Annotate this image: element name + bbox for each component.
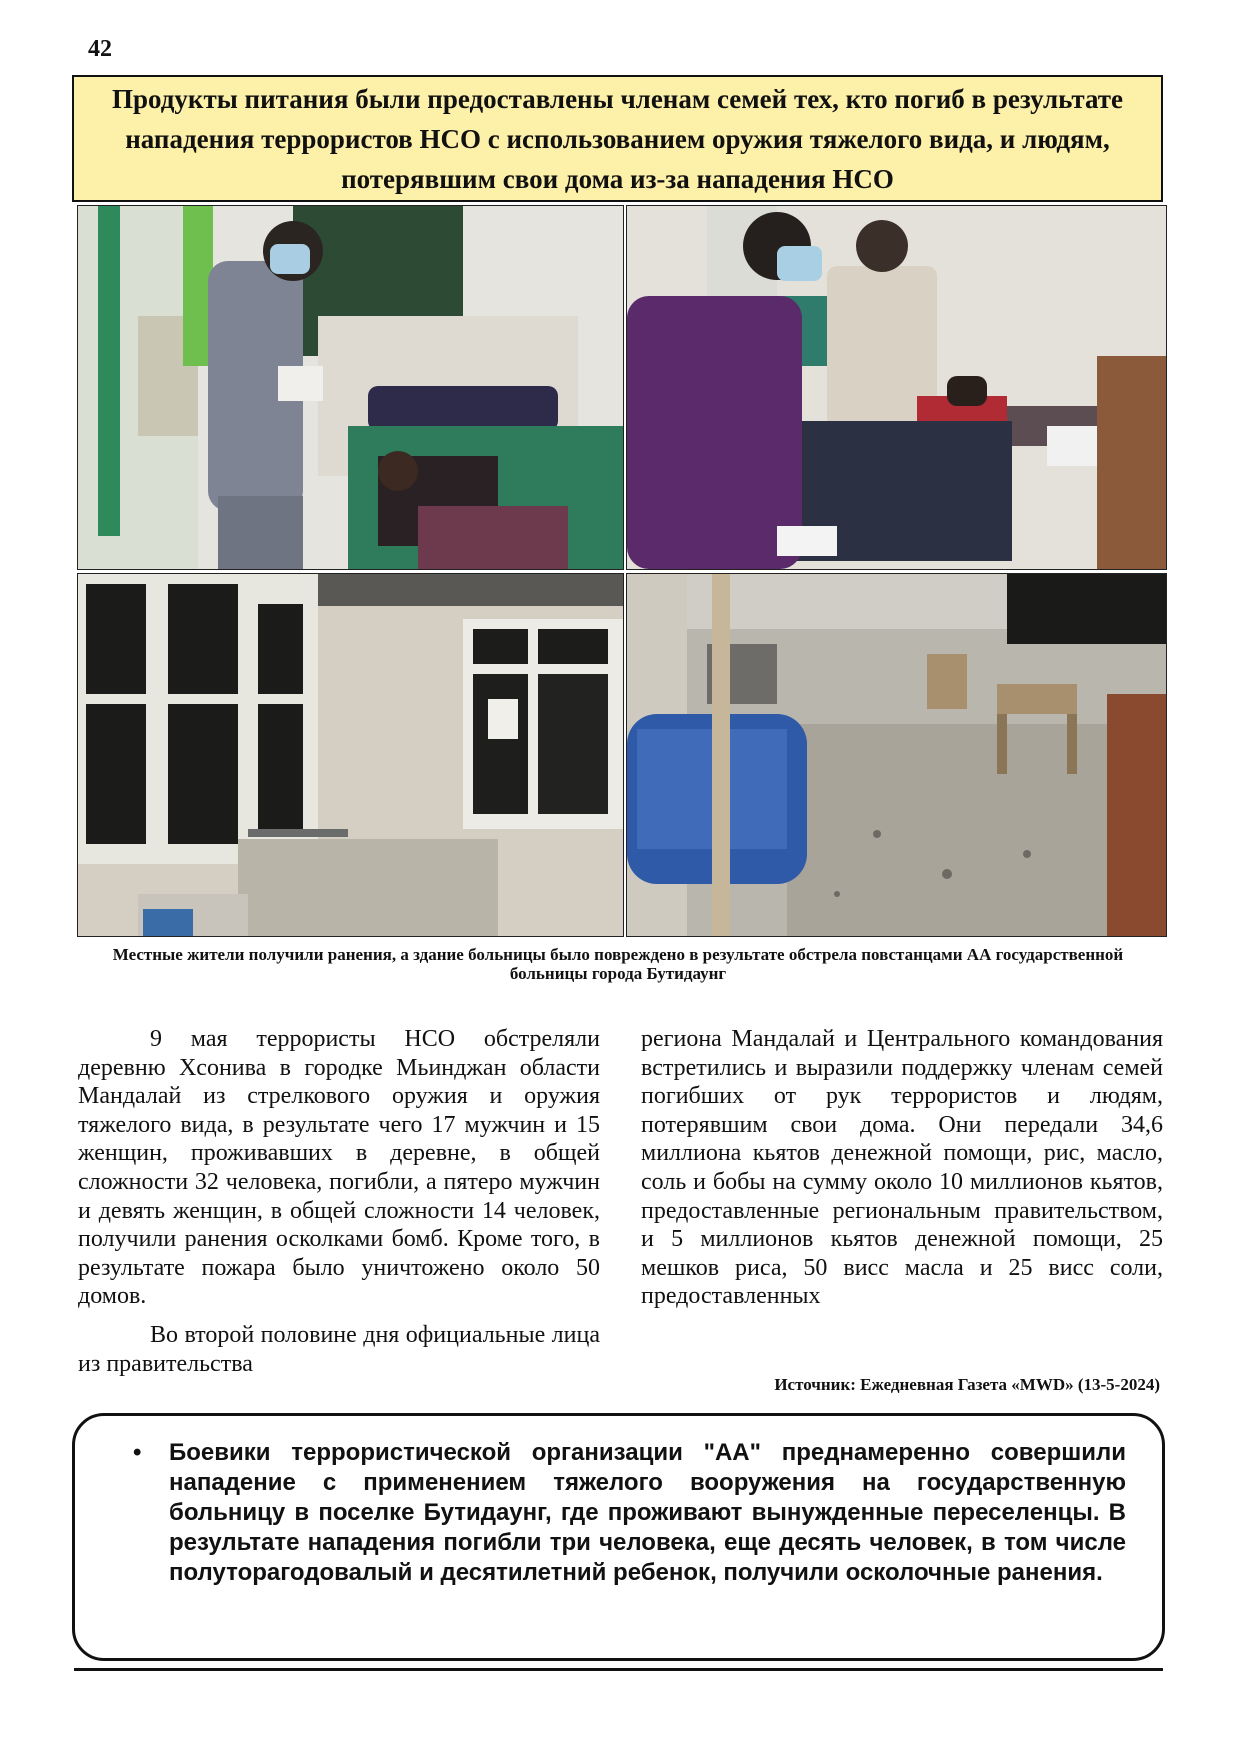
- article-paragraph: 9 мая террористы НСО обстреляли деревню Хсонива в городке Мьинджан области Мандалай из стрелкового оружия и оружия тяжелого вида, в результате чего 17 мужчин и 15 женщин, проживавших в деревне, в общей сложности 32 человека, погибли, а пятеро мужчин и девять женщин, в общей сложности 14 человек, получили ранения осколками бомб. Кроме того, в результате пожара было уничтожено около 50 домов.: [78, 1026, 600, 1310]
- photo-caption: Местные жители получили ранения, а здание больницы было повреждено в результате обстрела повстанцами АА государственной больницы города Бутидаунг: [112, 945, 1124, 983]
- doctor-treating-patient-photo: [77, 205, 624, 570]
- bottom-divider: [74, 1668, 1163, 1671]
- article-column-left: [78, 1025, 600, 1378]
- source-citation: Источник: Ежедневная Газета «MWD» (13-5-2024): [774, 1375, 1160, 1394]
- notice-item: [133, 1438, 1126, 1588]
- notice-text: Боевики террористической организации "АА" преднамеренно совершили нападение с применением тяжелого вооружения на государственную больницу в поселке Бутидаунг, где проживают вынужденные переселенцы. В результате нападения погибли три человека, еще десять человек, в том числе полуторагодовалый и десятилетний ребенок, получили осколочные ранения.: [169, 1439, 1126, 1586]
- headline-text: Продукты питания были предоставлены членам семей тех, кто погиб в результате нападения террористов НСО с использованием оружия тяжелого вида, и людям, потерявшим свои дома из-за нападения НСО: [112, 83, 1123, 194]
- debris-covered-ward-photo: [626, 573, 1167, 937]
- nurse-treating-woman-photo: [626, 205, 1167, 570]
- page-number: 42: [88, 36, 112, 62]
- bullet-icon: •: [133, 1439, 142, 1466]
- notice-box: [72, 1413, 1165, 1661]
- shattered-windows-ward-photo: [77, 573, 624, 937]
- article-column-right: [641, 1025, 1163, 1311]
- notice-list: [133, 1438, 1126, 1588]
- article-paragraph: региона Мандалай и Центрального командования встретились и выразили поддержку членам семей погибших от рук террористов и людям, потерявшим свои дома. Они передали 34,6 миллиона кьятов денежной помощи, рис, масло, соль и бобы на сумму около 10 миллионов кьятов, предоставленные региональным правительством, и 5 миллионов кьятов денежной помощи, 25 мешков риса, 50 висс масла и 25 висс соли, предоставленных: [641, 1026, 1163, 1310]
- headline-box: [72, 75, 1163, 202]
- article-paragraph: Во второй половине дня официальные лица из правительства: [78, 1321, 600, 1377]
